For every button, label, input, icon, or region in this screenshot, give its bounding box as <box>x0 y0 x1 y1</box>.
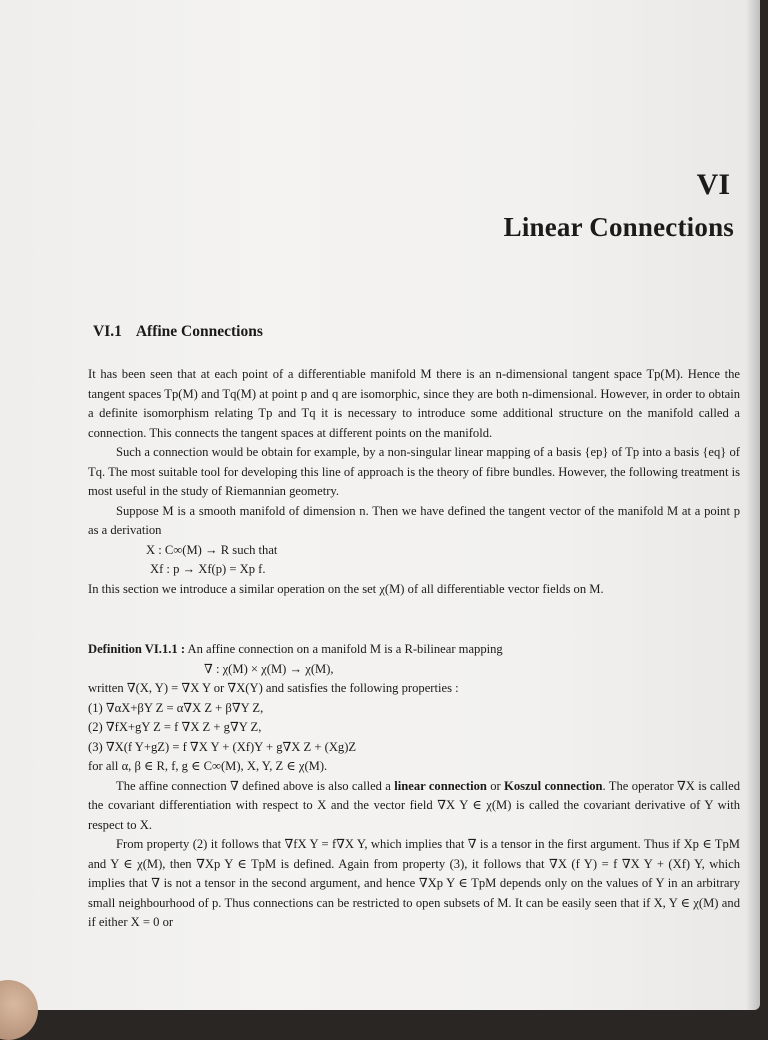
chapter-number: VI <box>696 168 730 201</box>
property-1: (1) ∇αX+βY Z = α∇X Z + β∇Y Z, <box>88 700 264 715</box>
definition-text: An affine connection on a manifold M is a R-bilinear mapping <box>187 642 503 656</box>
term-koszul-connection: Koszul connection <box>504 778 603 793</box>
section-heading <box>93 323 263 341</box>
section-intro <box>88 365 740 599</box>
paragraph-6: From property (2) it follows that ∇fX Y = f∇X Y, which implies that ∇ is a tensor in the first argument. Thus if Xp ∈ TpM and Y ∈ χ(M), then ∇Xp Y ∈ TpM is defined. Again from property (3), it follows that ∇X (f Y) = f ∇X Y + (Xf) Y, which implies that ∇ is not a tensor in the second argument, and hence ∇Xp Y ∈ TpM depends only on the values of Y in an arbitrary small neighbourhood of p. Thus connections can be restricted to open subsets of M. It can be easily seen that if X, Y ∈ χ(M) and if either X = 0 or <box>88 837 740 929</box>
p5-mid: or <box>486 778 505 793</box>
paragraph-1: It has been seen that at each point of a differentiable manifold M there is an n-dimensional tangent space Tp(M). Hence the tangent spaces Tp(M) and Tq(M) at point p and q are isomorphic, since they are both n-dimensional. However, in order to obtain a definite isomorphism relating Tp and Tq it is necessary to introduce some additional structure on the manifold called a connection. This connects the tangent spaces at different points on the manifold. <box>88 367 740 440</box>
paragraph-4: In this section we introduce a similar operation on the set χ(M) of all differentiable vector fields on M. <box>88 581 604 596</box>
definition-label: Definition VI.1.1 : <box>88 642 186 656</box>
section-number: VI.1 <box>93 323 122 340</box>
equation-derivation: X : C∞(M) → R such that <box>146 542 278 557</box>
definition-block <box>88 640 740 933</box>
property-3: (3) ∇X(f Y+gZ) = f ∇X Y + (Xf)Y + g∇X Z + (Xg)Z <box>88 739 357 754</box>
p5-post: . The operator ∇X is called the covariant differentiation with respect to X and the vector field ∇X Y ∈ χ(M) is called the covariant derivative of Y with respect to X. <box>88 778 740 832</box>
definition-map: ∇ : χ(M) × χ(M) → χ(M), <box>204 661 334 676</box>
property-2: (2) ∇fX+gY Z = f ∇X Z + g∇Y Z, <box>88 720 262 734</box>
chapter-title: Linear Connections <box>503 212 734 242</box>
paragraph-2: Such a connection would be obtain for example, by a non-singular linear mapping of a basis {ep} of Tp into a basis {eq} of Tq. The most suitable tool for developing this line of approach is the theory of fibre bundles. However, the following treatment is most useful in the study of Riemannian geometry. <box>88 445 740 498</box>
section-title: Affine Connections <box>135 323 263 340</box>
definition-forall: for all α, β ∈ R, f, g ∈ C∞(M), X, Y, Z ∈ χ(M). <box>88 759 328 773</box>
spine-shadow <box>746 0 760 1010</box>
p5-pre: The affine connection ∇ defined above is also called a <box>116 778 395 793</box>
definition-written: written ∇(X, Y) = ∇X Y or ∇X(Y) and satisfies the following properties : <box>88 681 459 695</box>
definition-intro <box>88 640 740 660</box>
term-linear-connection: linear connection <box>394 778 487 793</box>
paragraph-3: Suppose M is a smooth manifold of dimension n. Then we have defined the tangent vector of the manifold M at a point p as a derivation <box>88 503 740 537</box>
paragraph-5 <box>88 777 740 836</box>
equation-xf: Xf : p → Xf(p) = Xp f. <box>150 562 266 576</box>
